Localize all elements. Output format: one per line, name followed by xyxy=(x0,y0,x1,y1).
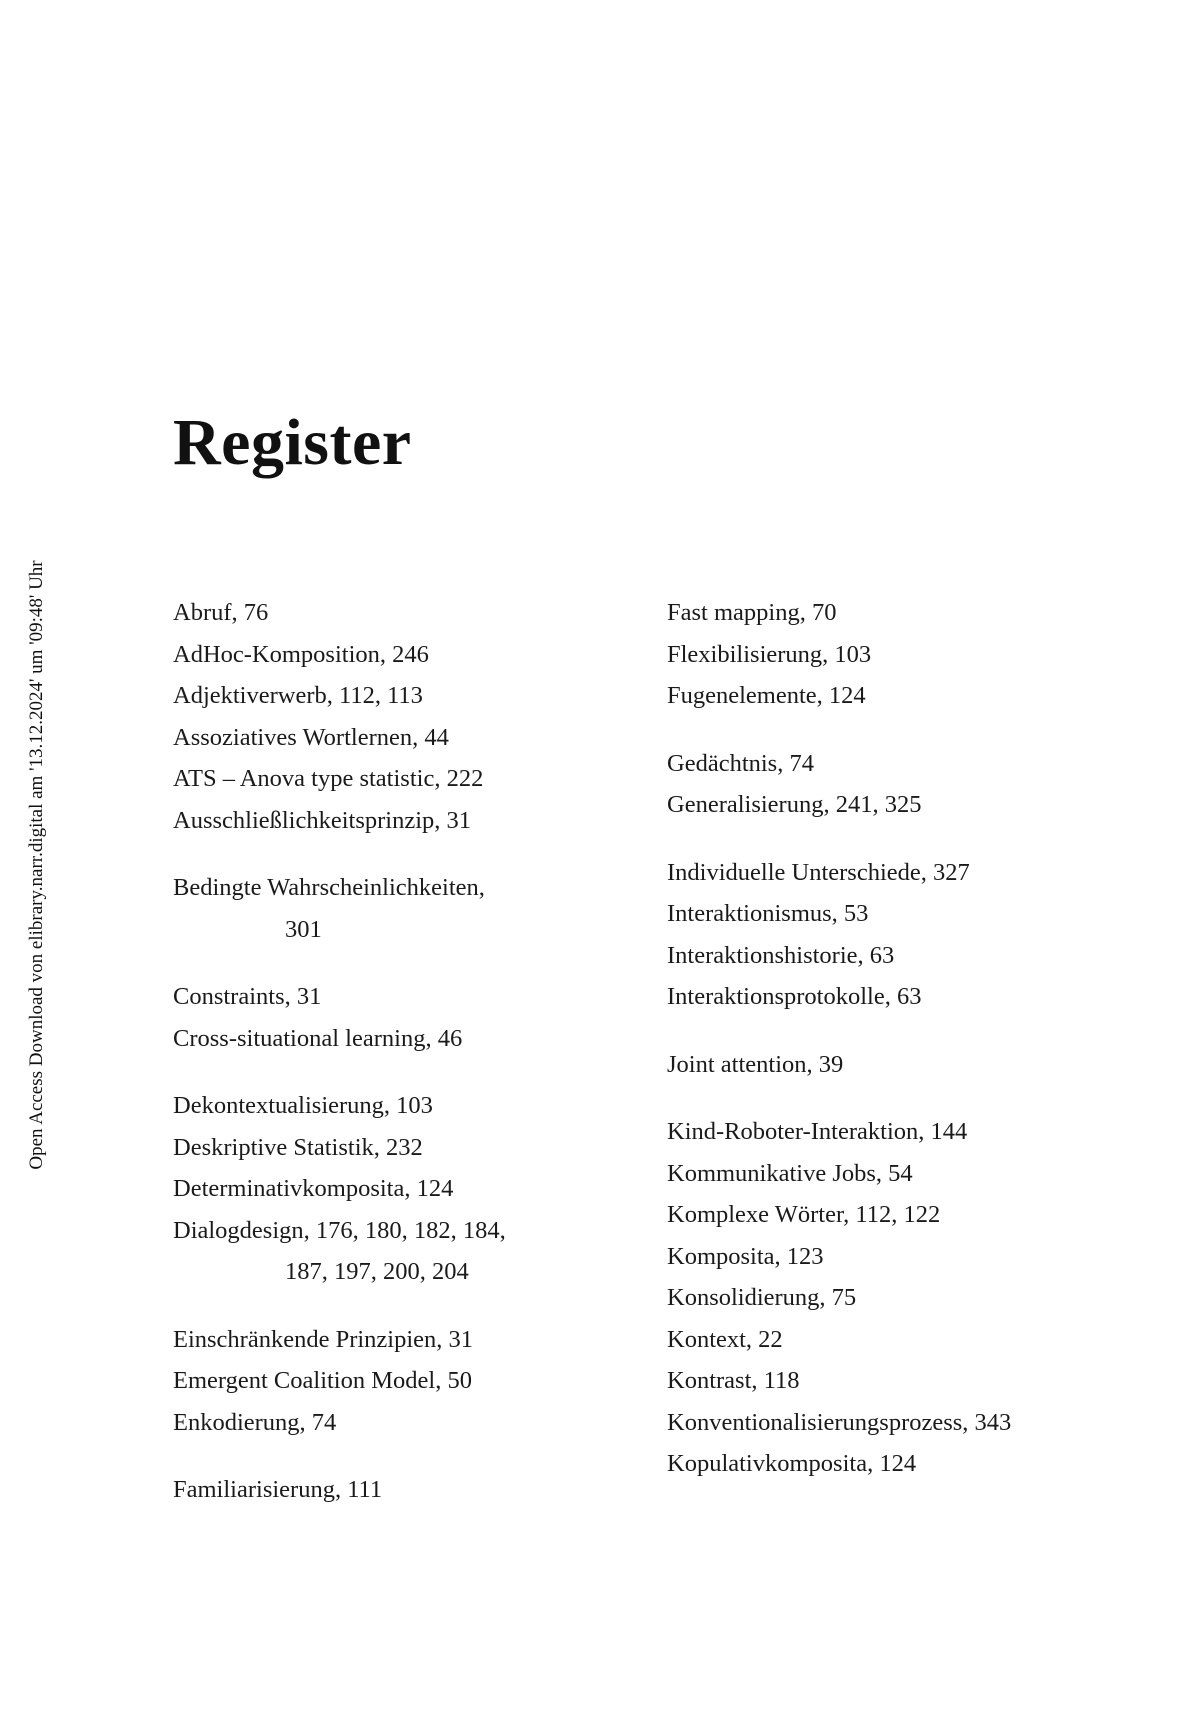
index-entry: Kopulativkomposita, 124 xyxy=(667,1450,917,1477)
index-entry: Constraints, 31 xyxy=(173,983,322,1010)
index-entry: Kind-Roboter-Interaktion, 144 xyxy=(667,1118,968,1145)
index-entry: Kommunikative Jobs, 54 xyxy=(667,1159,913,1187)
index-entry: Ausschließlichkeitsprinzip, 31 xyxy=(173,806,472,834)
index-entry: Abruf, 76 xyxy=(173,599,269,626)
index-letter-group xyxy=(667,592,1107,717)
index-entry: ATS – Anova type statistic, 222 xyxy=(173,765,484,792)
index-letter-group xyxy=(667,852,1107,1018)
index-letter-group xyxy=(173,867,593,950)
index-entry: Determinativkomposita, 124 xyxy=(173,1175,454,1202)
index-entry: Fast mapping, 70 xyxy=(667,599,837,626)
index-entry: Konventionalisierungsprozess, 343 xyxy=(667,1408,1012,1436)
index-letter-group xyxy=(173,1085,593,1293)
index-letter-group xyxy=(667,1111,1107,1485)
index-entry: Adjektiverwerb, 112, 113 xyxy=(173,682,423,709)
index-entry-term: Dialogdesign, 176, 180, 182, 184, xyxy=(173,1216,506,1244)
index-entry: Einschränkende Prinzipien, 31 xyxy=(173,1325,474,1353)
index-entry: AdHoc-Komposition, 246 xyxy=(173,640,429,668)
index-entry: Generalisierung, 241, 325 xyxy=(667,791,922,818)
index-entry: Interaktionshistorie, 63 xyxy=(667,941,895,969)
index-entry: Komposita, 123 xyxy=(667,1242,824,1270)
index-entry: Joint attention, 39 xyxy=(667,1050,844,1078)
index-entry: Dekontextualisierung, 103 xyxy=(173,1092,433,1119)
index-entry: Fugenelemente, 124 xyxy=(667,682,866,709)
index-entry: Konsolidierung, 75 xyxy=(667,1284,857,1311)
index-column-right xyxy=(667,592,1107,1511)
index-letter-group xyxy=(173,1319,593,1444)
side-watermark-note: Open Access Download von elibrary.narr.digital am '13.12.2024' um '09:48' Uhr xyxy=(26,560,47,1170)
index-entry: Gedächtnis, 74 xyxy=(667,749,814,777)
index-entry: Emergent Coalition Model, 50 xyxy=(173,1367,472,1394)
index-entry: Flexibilisierung, 103 xyxy=(667,640,872,668)
index-entry: Interaktionsprotokolle, 63 xyxy=(667,983,922,1010)
index-entry: Kontext, 22 xyxy=(667,1325,783,1353)
index-entry xyxy=(173,867,593,950)
index-entry-term: Bedingte Wahrscheinlichkeiten, xyxy=(173,874,485,901)
index-entry: Deskriptive Statistik, 232 xyxy=(173,1133,423,1161)
index-entry: Kontrast, 118 xyxy=(667,1367,800,1394)
index-entry: Familiarisierung, 111 xyxy=(173,1476,383,1503)
index-entry: Cross-situational learning, 46 xyxy=(173,1024,463,1052)
index-entry-continuation: 187, 197, 200, 204 xyxy=(285,1258,469,1285)
index-entry: Individuelle Unterschiede, 327 xyxy=(667,858,970,886)
index-letter-group xyxy=(173,976,593,1059)
index-entry xyxy=(173,1210,593,1293)
index-letter-group xyxy=(667,1044,1107,1086)
page-title: Register xyxy=(173,406,412,479)
index-entry: Assoziatives Wortlernen, 44 xyxy=(173,723,449,751)
index-entry: Enkodierung, 74 xyxy=(173,1408,337,1436)
index-entry: Komplexe Wörter, 112, 122 xyxy=(667,1201,941,1228)
index-letter-group xyxy=(667,743,1107,826)
index-letter-group xyxy=(173,592,593,841)
index-letter-group xyxy=(173,1469,593,1511)
index-entry-continuation: 301 xyxy=(285,915,322,943)
index-column-left xyxy=(173,592,593,1537)
index-entry: Interaktionismus, 53 xyxy=(667,900,869,927)
